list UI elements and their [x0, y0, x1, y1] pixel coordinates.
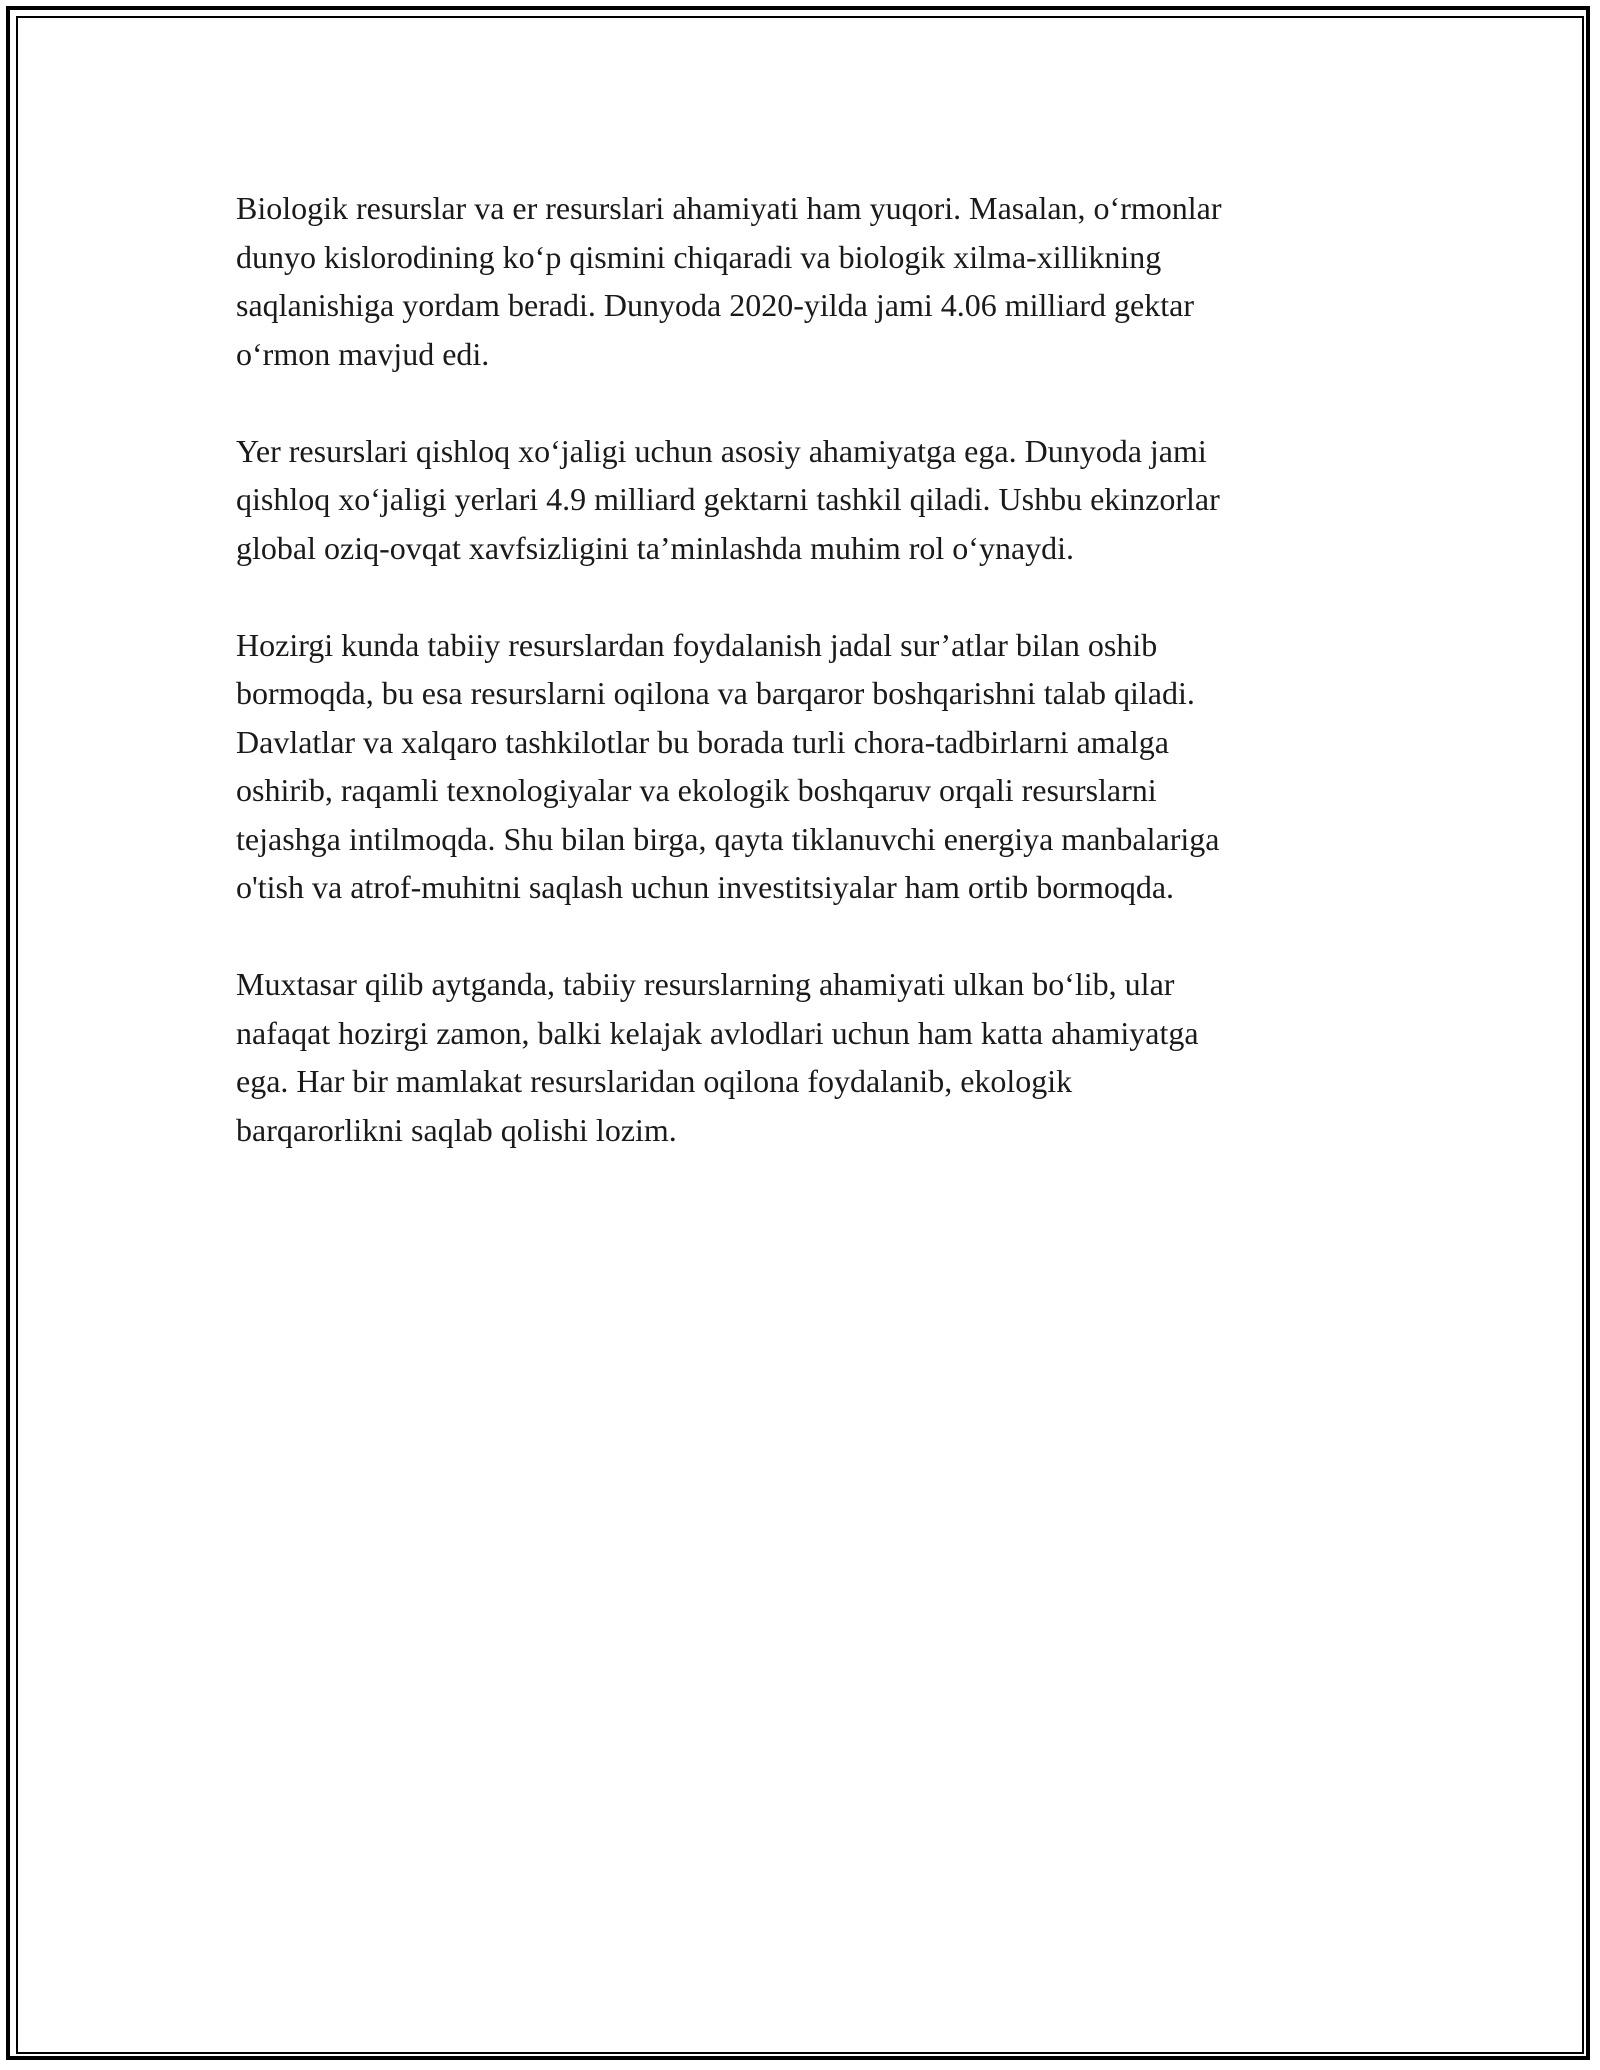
paragraph-land-resources: Yer resurslari qishloq xo‘jaligi uchun asosiy ahamiyatga ega. Dunyoda jami qishloq xo‘jaligi yerlari 4.9 milliard gektarni tashkil qiladi. Ushbu ekinzorlar global oziq-ovqat xavfsizligini ta’minlashda muhim rol o‘ynaydi. — [236, 432, 1220, 566]
paragraph-resource-management: Hozirgi kunda tabiiy resurslardan foydalanish jadal sur’atlar bilan oshib bormoqda, bu esa resurslarni oqilona va barqaror boshqarishni talab qiladi. Davlatlar va xalqaro tashkilotlar bu borada turli chora-tadbirlarni amalga oshirib, raqamli texnologiyalar va ekologik boshqaruv orqali resurslarni tejashga intilmoqda. Shu bilan birga, qayta tiklanuvchi energiya manbalariga o'tish va atrof-muhitni saqlash uchun investitsiyalar ham ortib bormoqda. — [236, 626, 1220, 905]
paragraph-forests: Biologik resurslar va er resurslari ahamiyati ham yuqori. Masalan, o‘rmonlar dunyo kislorodining ko‘p qismini chiqaradi va biologik xilma-xillikning saqlanishiga yordam beradi. Dunyoda 2020-yilda jami 4.06 milliard gektar o‘rmon mavjud edi. — [236, 190, 1222, 372]
paragraph-conclusion: Muxtasar qilib aytganda, tabiiy resurslarning ahamiyati ulkan bo‘lib, ular nafaqat hozirgi zamon, balki kelajak avlodlari uchun ham katta ahamiyatga ega. Har bir mamlakat resurslaridan oqilona foydalanib, ekologik barqarorlikni saqlab qolishi lozim. — [236, 966, 1199, 1148]
document-body — [236, 184, 1386, 1203]
